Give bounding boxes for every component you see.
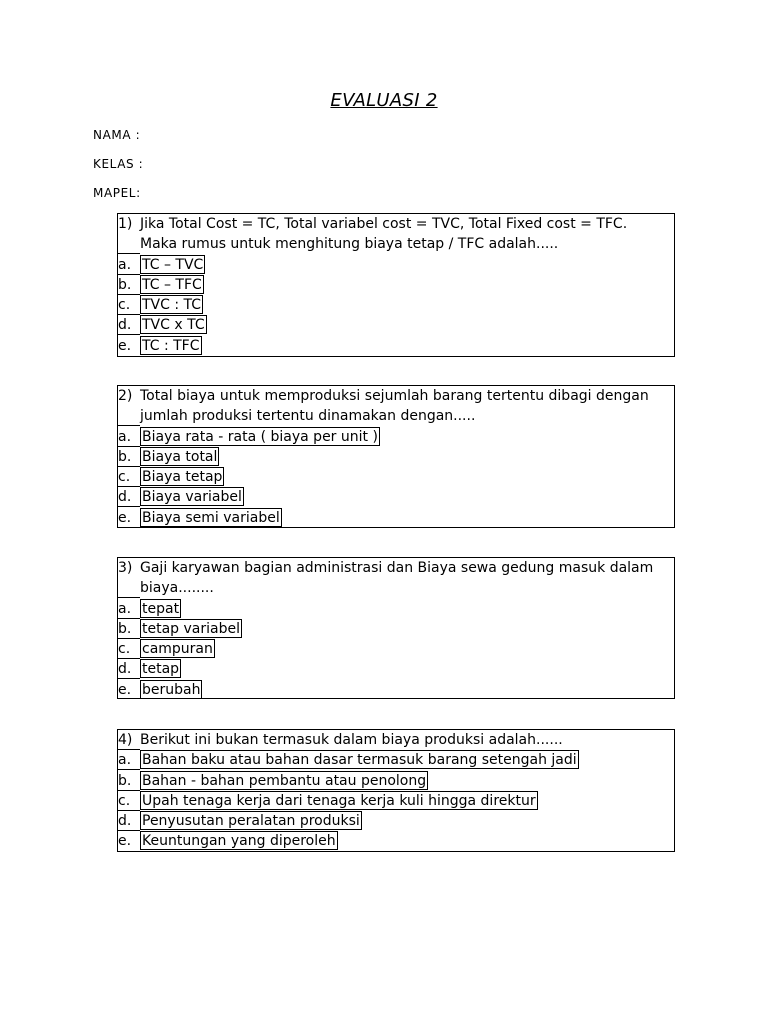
option-text: Biaya rata - rata ( biaya per unit ) bbox=[142, 428, 378, 445]
option-c[interactable] bbox=[118, 639, 674, 659]
option-text: tetap variabel bbox=[142, 620, 240, 637]
option-e[interactable] bbox=[118, 831, 674, 851]
option-letter: b. bbox=[118, 447, 140, 467]
option-text: TC – TVC bbox=[142, 256, 204, 273]
mapel-colon: : bbox=[136, 186, 141, 200]
option-b[interactable] bbox=[118, 275, 674, 295]
option-text: TVC x TC bbox=[142, 317, 205, 334]
question-box-4 bbox=[117, 729, 675, 852]
option-c[interactable] bbox=[118, 791, 674, 811]
question-text: Berikut ini bukan termasuk dalam biaya produksi adalah...... bbox=[140, 732, 563, 748]
option-a[interactable] bbox=[118, 255, 674, 275]
option-text: Bahan baku atau bahan dasar termasuk barang setengah jadi bbox=[142, 752, 577, 769]
question-row bbox=[118, 558, 674, 599]
option-letter: d. bbox=[118, 811, 140, 831]
option-text: TVC : TC bbox=[142, 297, 202, 314]
question-box-3 bbox=[117, 557, 675, 699]
question-number: 2) bbox=[118, 386, 140, 426]
question-number: 3) bbox=[118, 558, 140, 598]
option-letter: e. bbox=[118, 833, 132, 850]
kelas-label: KELAS bbox=[93, 157, 135, 171]
option-d[interactable] bbox=[118, 487, 674, 507]
question-row bbox=[118, 386, 674, 427]
option-letter: e. bbox=[118, 337, 132, 354]
option-b[interactable] bbox=[118, 619, 674, 639]
option-letter: b. bbox=[118, 619, 140, 639]
nama-label: NAMA bbox=[93, 128, 132, 142]
question-number: 1) bbox=[118, 214, 140, 254]
page-title: EVALUASI 2 bbox=[330, 90, 438, 111]
option-b[interactable] bbox=[118, 447, 674, 467]
question-row bbox=[118, 214, 674, 255]
option-letter: a. bbox=[118, 750, 140, 770]
option-letter: d. bbox=[118, 487, 140, 507]
option-text: Biaya semi variabel bbox=[142, 509, 280, 526]
option-a[interactable] bbox=[118, 599, 674, 619]
option-text: Penyusutan peralatan produksi bbox=[142, 813, 360, 830]
question-text: Gaji karyawan bagian administrasi dan Biaya sewa gedung masuk dalam biaya........ bbox=[140, 560, 654, 597]
question-box-2 bbox=[117, 385, 675, 528]
option-letter: c. bbox=[118, 639, 140, 659]
option-letter: d. bbox=[118, 659, 140, 679]
option-d[interactable] bbox=[118, 811, 674, 831]
option-text: tetap bbox=[142, 661, 180, 678]
option-c[interactable] bbox=[118, 467, 674, 487]
option-letter: a. bbox=[118, 255, 140, 275]
option-c[interactable] bbox=[118, 295, 674, 315]
option-a[interactable] bbox=[118, 427, 674, 447]
option-letter: a. bbox=[118, 427, 140, 447]
option-text: Keuntungan yang diperoleh bbox=[142, 833, 336, 850]
option-letter: a. bbox=[118, 599, 140, 619]
option-letter: c. bbox=[118, 295, 140, 315]
option-text: campuran bbox=[142, 641, 213, 658]
option-letter: c. bbox=[118, 467, 140, 487]
option-e[interactable] bbox=[118, 508, 674, 528]
option-text: TC – TFC bbox=[142, 276, 202, 293]
option-text: Upah tenaga kerja dari tenaga kerja kuli hingga direktur bbox=[142, 792, 536, 809]
option-letter: c. bbox=[118, 791, 140, 811]
option-e[interactable] bbox=[118, 680, 674, 700]
option-text: Biaya total bbox=[142, 448, 218, 465]
question-number: 4) bbox=[118, 730, 140, 750]
option-text: Biaya tetap bbox=[142, 469, 223, 486]
option-b[interactable] bbox=[118, 771, 674, 791]
question-text: Jika Total Cost = TC, Total variabel cost = TVC, Total Fixed cost = TFC. Maka rumus untuk menghitung biaya tetap / TFC adalah..... bbox=[140, 216, 628, 253]
option-d[interactable] bbox=[118, 315, 674, 335]
nama-colon: : bbox=[135, 128, 141, 142]
option-text: Bahan - bahan pembantu atau penolong bbox=[142, 772, 427, 789]
option-d[interactable] bbox=[118, 659, 674, 679]
kelas-colon: : bbox=[138, 157, 144, 171]
mapel-label: MAPEL bbox=[93, 186, 137, 200]
question-row bbox=[118, 730, 674, 750]
nama-field bbox=[93, 128, 140, 142]
mapel-field bbox=[93, 186, 141, 200]
option-letter: d. bbox=[118, 315, 140, 335]
question-text: Total biaya untuk memproduksi sejumlah barang tertentu dibagi dengan jumlah produksi tertentu dinamakan dengan..... bbox=[140, 388, 649, 425]
option-letter: e. bbox=[118, 681, 132, 698]
option-letter: e. bbox=[118, 509, 132, 526]
kelas-field bbox=[93, 157, 143, 171]
option-text: TC : TFC bbox=[142, 337, 200, 354]
option-letter: b. bbox=[118, 771, 140, 791]
option-text: Biaya variabel bbox=[142, 489, 242, 506]
option-text: berubah bbox=[142, 681, 201, 698]
question-box-1 bbox=[117, 213, 675, 357]
option-text: tepat bbox=[142, 600, 180, 617]
option-letter: b. bbox=[118, 275, 140, 295]
option-a[interactable] bbox=[118, 750, 674, 770]
option-e[interactable] bbox=[118, 336, 674, 356]
